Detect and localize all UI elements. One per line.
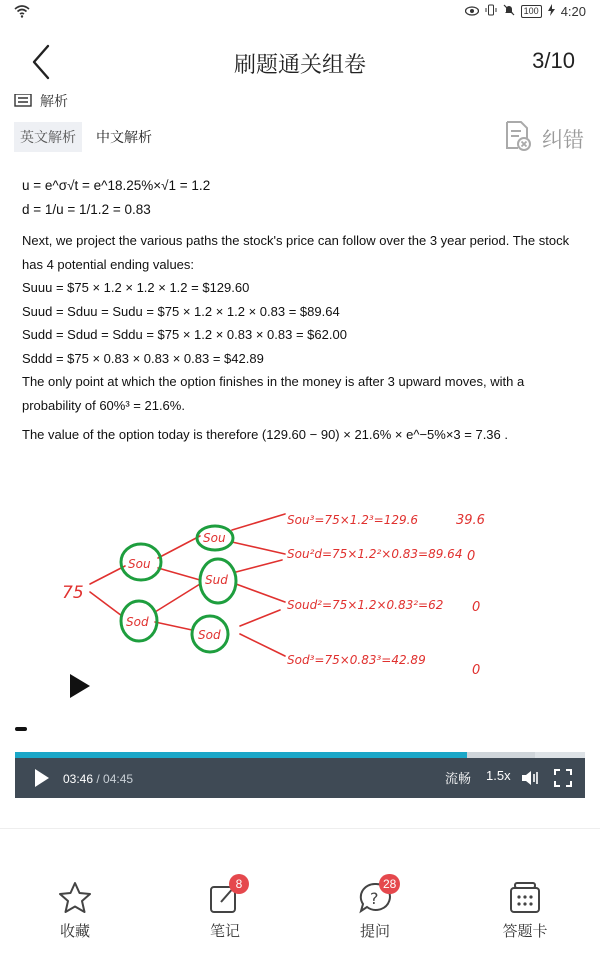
play-overlay-button[interactable] (70, 674, 90, 698)
branch-line (240, 610, 280, 626)
vibrate-icon (485, 4, 497, 19)
payoff-udd: 0 (472, 600, 481, 615)
branch-line (90, 566, 125, 584)
quality-button[interactable]: 流畅 (445, 771, 472, 786)
nav-questions[interactable]: ? 28 提问 (325, 880, 425, 941)
drag-handle[interactable] (15, 727, 27, 731)
node-ud-label: Sud (205, 573, 228, 587)
page-title: 刷题通关组卷 (233, 52, 366, 77)
volume-button[interactable] (520, 768, 540, 788)
analysis-tabs (14, 122, 158, 152)
eye-icon (465, 4, 479, 19)
node-uu-label: Sou (203, 531, 226, 545)
node-up-label: Sou (128, 557, 151, 571)
video-controls (15, 758, 585, 798)
paragraph-probability: The only point at which the option finishes in the money is after 3 upward moves, with a probability of 60%³ = 21.6%. (22, 374, 525, 413)
fullscreen-icon (553, 768, 573, 788)
svg-text:?: ? (370, 889, 379, 908)
star-icon (57, 880, 93, 916)
report-error-button[interactable]: 纠错 (504, 120, 584, 158)
mute-icon (503, 4, 515, 19)
u-formula: u = e^σ√t = e^18.25%×√1 = 1.2 (22, 178, 211, 193)
payoff-ddd: 0 (472, 663, 481, 678)
nav-favorite[interactable]: 收藏 (25, 880, 125, 941)
branch-line (155, 622, 192, 630)
node-down-label: Sod (126, 615, 149, 629)
header (0, 30, 600, 94)
charging-icon (548, 4, 555, 19)
payoff-uuu: 39.6 (456, 513, 485, 528)
node-dd-label: Sod (198, 628, 221, 642)
question-progress: 3/10 (532, 48, 575, 73)
total-time: 04:45 (103, 772, 134, 786)
report-doc-icon (504, 120, 532, 158)
bottom-nav (0, 877, 600, 950)
tab-chinese-analysis[interactable]: 中文解析 (96, 129, 152, 145)
whiteboard-drawing (0, 480, 600, 720)
paragraph-option-value: The value of the option today is therefore (129.60 − 90) × 21.6% × e^−5%×3 = 7.36 . (22, 427, 508, 442)
leaf-udd: Soud²=75×1.2×0.83²=62 (287, 598, 444, 612)
payoff-uud: 0 (467, 549, 476, 564)
play-button[interactable] (35, 769, 49, 787)
analysis-content (22, 174, 582, 447)
fullscreen-button[interactable] (553, 768, 573, 788)
d-formula: d = 1/u = 1/1.2 = 0.83 (22, 201, 151, 217)
branch-line (90, 592, 122, 616)
branch-line (236, 560, 282, 572)
volume-icon (520, 768, 540, 788)
branch-line (158, 568, 200, 580)
value-suud: Suud = Sduu = Sudu = $75 × 1.2 × 1.2 × 0.83 = $89.64 (22, 303, 340, 319)
status-bar (0, 0, 600, 26)
branch-line (158, 536, 200, 558)
analysis-section-label: 解析 (14, 94, 68, 108)
list-icon (14, 94, 32, 108)
nav-answer-card[interactable]: 答题卡 (475, 880, 575, 941)
branch-line (232, 514, 285, 530)
playback-time: 03:46 / 04:45 (63, 772, 134, 786)
branch-line (155, 584, 200, 612)
notes-count-badge: 8 (229, 874, 249, 894)
questions-count-badge: 28 (379, 874, 400, 894)
leaf-uud: Sou²d=75×1.2²×0.83=89.64 (287, 547, 463, 561)
answer-card-icon (507, 880, 543, 916)
tab-english-analysis[interactable]: 英文解析 (14, 122, 82, 152)
wifi-icon (14, 4, 30, 21)
root-price: 75 (62, 583, 84, 603)
current-time: 03:46 (63, 772, 94, 786)
branch-line (240, 634, 285, 656)
nav-notes[interactable]: 8 笔记 (175, 880, 275, 941)
leaf-uuu: Sou³=75×1.2³=129.6 (287, 513, 419, 527)
leaf-ddd: Sod³=75×0.83³=42.89 (287, 653, 426, 667)
value-suuu: Suuu = $75 × 1.2 × 1.2 × 1.2 = $129.60 (22, 280, 250, 295)
battery-icon: 100 (521, 5, 542, 18)
clock-time: 4:20 (560, 4, 586, 19)
speed-button[interactable]: 1.5x (486, 768, 511, 783)
value-sddd: Sddd = $75 × 0.83 × 0.83 × 0.83 = $42.89 (22, 350, 264, 366)
divider (0, 828, 600, 829)
branch-line (232, 542, 285, 554)
paragraph-paths: Next, we project the various paths the stock's price can follow over the 3 year period. The stock has 4 potential ending values: (22, 233, 570, 272)
value-sudd: Sudd = Sdud = Sddu = $75 × 1.2 × 0.83 × 0.83 = $62.00 (22, 327, 347, 342)
branch-line (236, 584, 285, 602)
